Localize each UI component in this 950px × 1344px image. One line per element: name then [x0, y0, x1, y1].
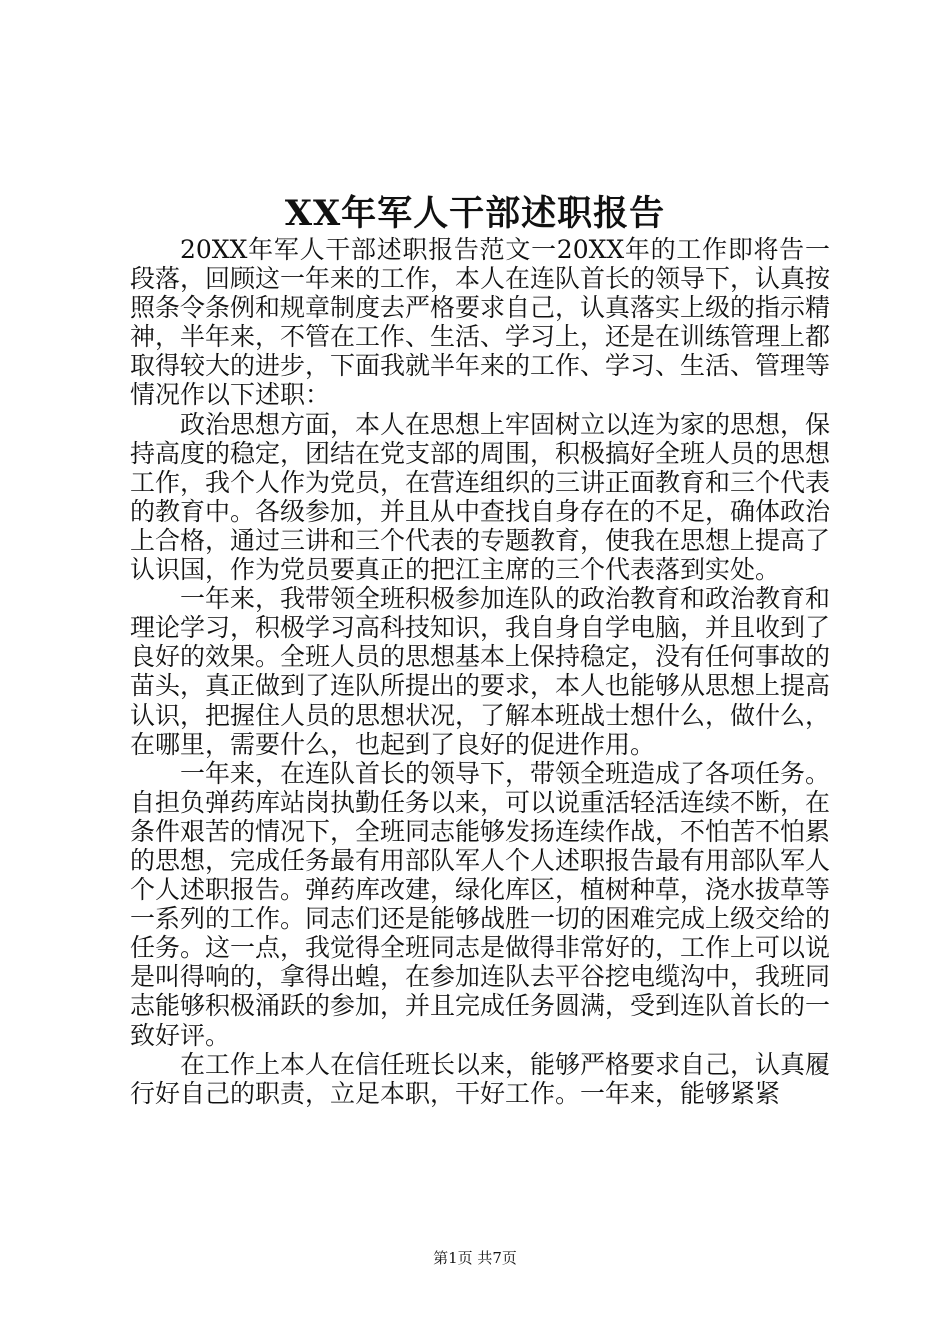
document-title: XX年军人干部述职报告 [284, 193, 666, 234]
paragraph-education-study: 一年来，我带领全班积极参加连队的政治教育和政治教育和理论学习，积极学习高科技知识，我自身自学电脑，并且收到了良好的效果。全班人员的思想基本上保持稳定，没有任何事故的苗头，真正做到了连队所提出的要求，本人也能够从思想上提高认识，把握住人员的思想状况，了解本班战士想什么，做什么，在哪里，需要什么，也起到了良好的促进作用。 [130, 584, 831, 759]
document-body [130, 235, 830, 1108]
paragraph-tasks: 一年来，在连队首长的领导下，带领全班造成了各项任务。自担负弹药库站岗执勤任务以来，可以说重活轻活连续不断，在条件艰苦的情况下，全班同志能够发扬连续作战，不怕苦不怕累的思想，完成任务最有用部队军人个人述职报告最有用部队军人个人述职报告。弹药库改建，绿化库区，植树种草，浇水拔草等一系列的工作。同志们还是能够战胜一切的困难完成上级交给的任务。这一点，我觉得全班同志是做得非常好的，工作上可以说是叫得响的，拿得出蝗，在参加连队去平谷挖电缆沟中，我班同志能够积极涌跃的参加，并且完成任务圆满，受到连队首长的一致好评。 [130, 758, 831, 1050]
page-number-footer: 第1页 共7页 [433, 1249, 517, 1267]
paragraph-intro: 20XX年军人干部述职报告范文一20XX年的工作即将告一段落，回顾这一年来的工作，本人在连队首长的领导下，认真按照条令条例和规章制度去严格要求自己，认真落实上级的指示精神，半年来，不管在工作、生活、学习上，还是在训练管理上都取得较大的进步，下面我就半年来的工作、学习、生活、管理等情况作以下述职： [130, 235, 831, 410]
paragraph-political-thought: 政治思想方面，本人在思想上牢固树立以连为家的思想，保持高度的稳定，团结在党支部的周围，积极搞好全班人员的思想工作，我个人作为党员，在营连组织的三讲正面教育和三个代表的教育中。各级参加，并且从中查找自身存在的不足，确体政治上合格，通过三讲和三个代表的专题教育，使我在思想上提高了认识国，作为党员要真正的把江主席的三个代表落到实处。 [130, 409, 831, 585]
paragraph-work: 在工作上本人在信任班长以来，能够严格要求自己，认真履行好自己的职责，立足本职，干好工作。一年来，能够紧紧 [130, 1049, 831, 1108]
